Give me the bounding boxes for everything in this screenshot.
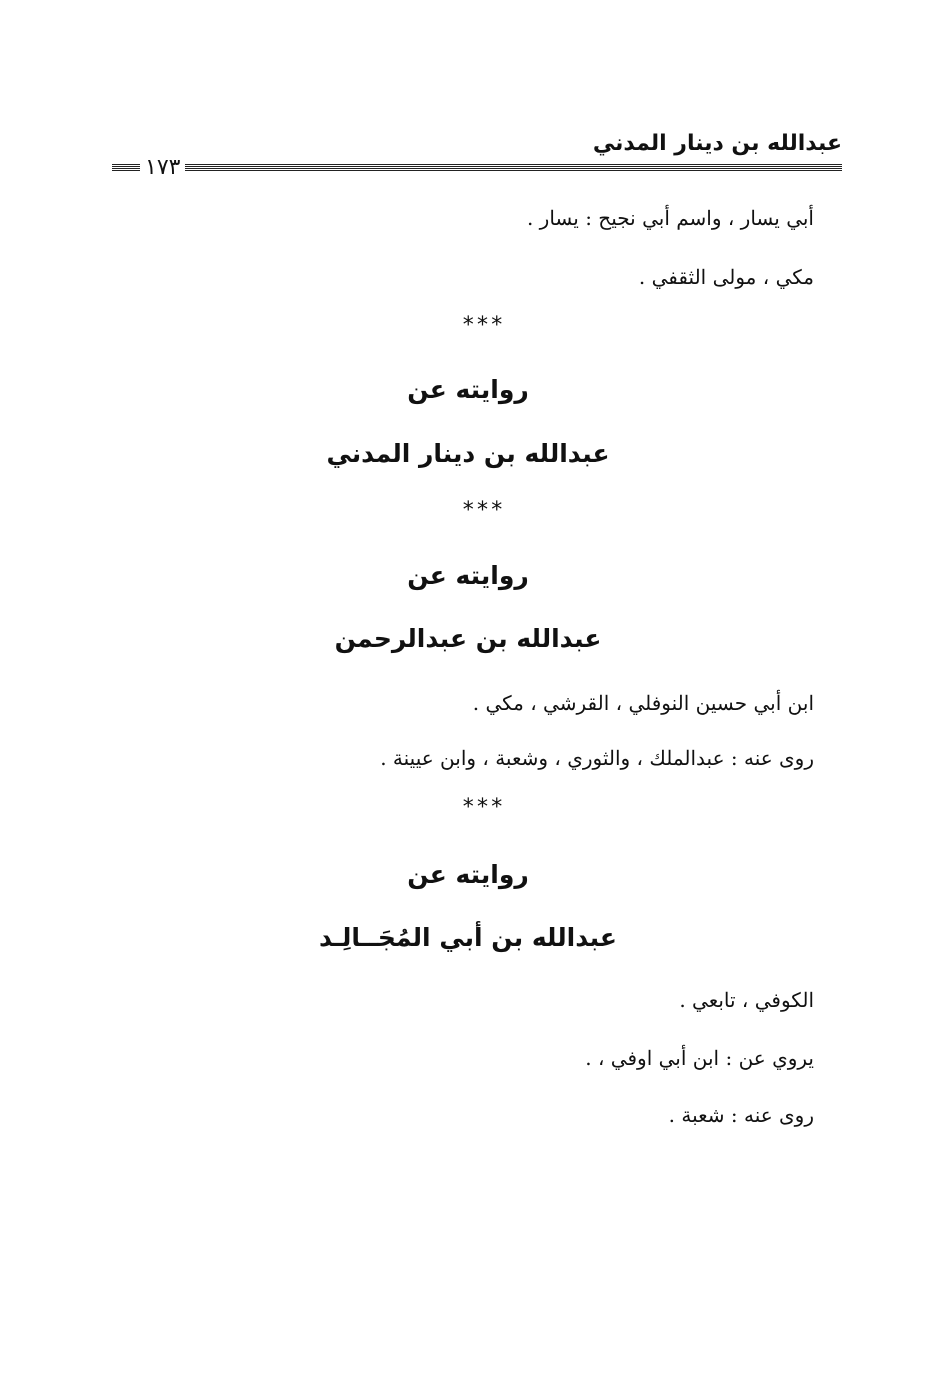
header-rule [112,155,842,180]
body-line: يروي عن : ابن أبي اوفي ، . [585,1046,814,1070]
section-separator: *** [461,313,505,338]
intro-line-2: مكي ، مولى الثقفي . [638,265,814,289]
section-heading-riwayat: روايته عن [407,860,529,889]
section-heading-riwayat: روايته عن [407,561,529,590]
rule-segment-left [112,164,140,172]
section-heading-name: عبدالله بن أبي المُجَــالِـد [319,923,617,952]
body-line: روى عنه : عبدالملك ، والثوري ، وشعبة ، وابن عيينة . [380,746,814,770]
section-heading-name: عبدالله بن دينار المدني [326,439,610,468]
section-heading-name: عبدالله بن عبدالرحمن [334,624,602,653]
section-heading-riwayat: روايته عن [407,375,529,404]
page-number: ١٧٣ [145,155,181,180]
page-header [112,128,842,180]
body-line: روى عنه : شعبة . [668,1103,814,1127]
rule-segment-right [185,164,842,172]
running-title: عبدالله بن دينار المدني [592,131,842,156]
body-line: ابن أبي حسين النوفلي ، القرشي ، مكي . [472,691,814,715]
intro-line-1: أبي يسار ، واسم أبي نجيح : يسار . [526,206,814,230]
body-line: الكوفي ، تابعي . [679,988,814,1012]
section-separator: *** [461,795,505,820]
section-separator: *** [461,498,505,523]
